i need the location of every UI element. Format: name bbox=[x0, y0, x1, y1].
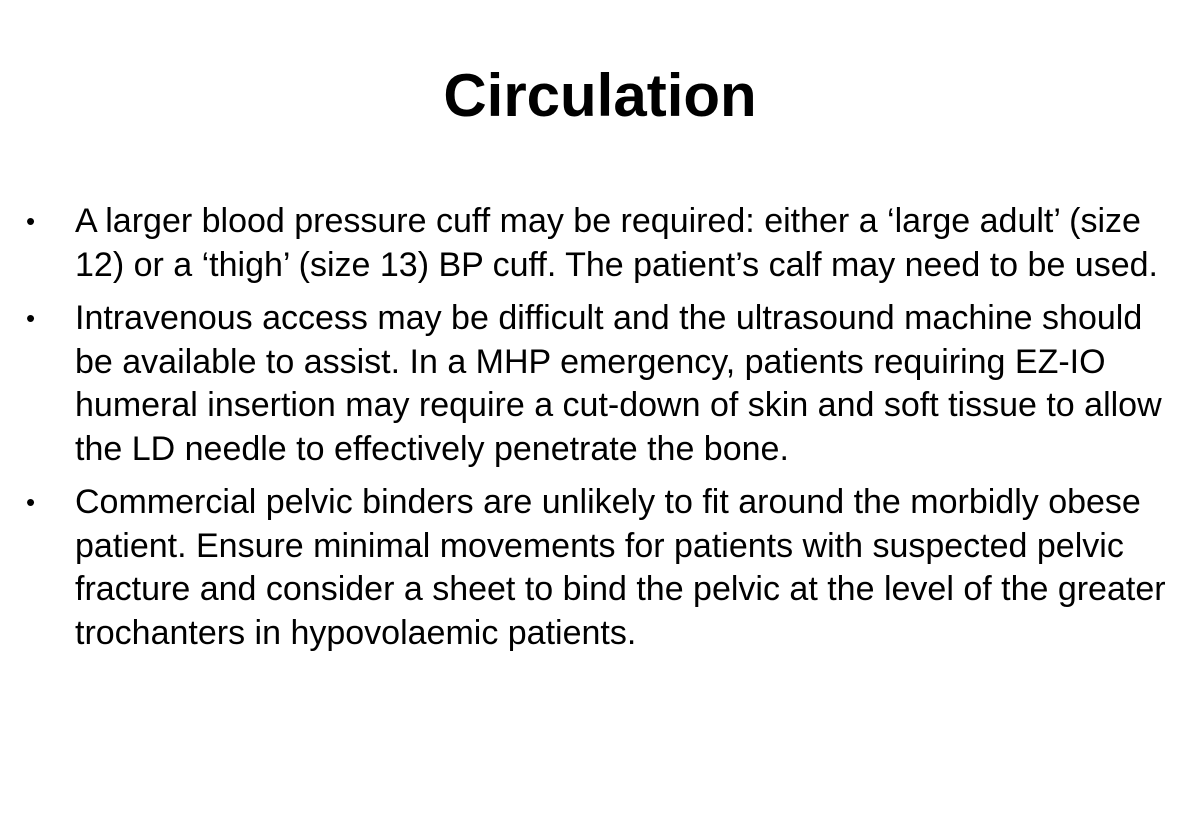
slide-title: Circulation bbox=[443, 62, 757, 129]
bullet-text: Commercial pelvic binders are unlikely to fit around the morbidly obese patient. Ensure minimal movements for patients with suspected pelvic fracture and consider a sheet to bind the pelvic at the level of the greater trochanters in hypovolaemic patients. bbox=[75, 483, 1166, 652]
list-item bbox=[26, 200, 1186, 287]
bullet-marker: • bbox=[26, 303, 36, 333]
bullet-marker: • bbox=[26, 206, 36, 236]
bullet-list bbox=[26, 200, 1186, 665]
list-item bbox=[26, 297, 1186, 471]
list-item bbox=[26, 481, 1186, 655]
bullet-marker: • bbox=[26, 487, 36, 517]
bullet-text: Intravenous access may be difficult and the ultrasound machine should be available to assist. In a MHP emergency, patients requiring EZ-IO humeral insertion may require a cut-down of skin and soft tissue to allow the LD needle to effectively penetrate the bone. bbox=[75, 299, 1162, 468]
bullet-text: A larger blood pressure cuff may be required: either a ‘large adult’ (size 12) or a ‘thigh’ (size 13) BP cuff. The patient’s calf may need to be used. bbox=[75, 202, 1158, 284]
